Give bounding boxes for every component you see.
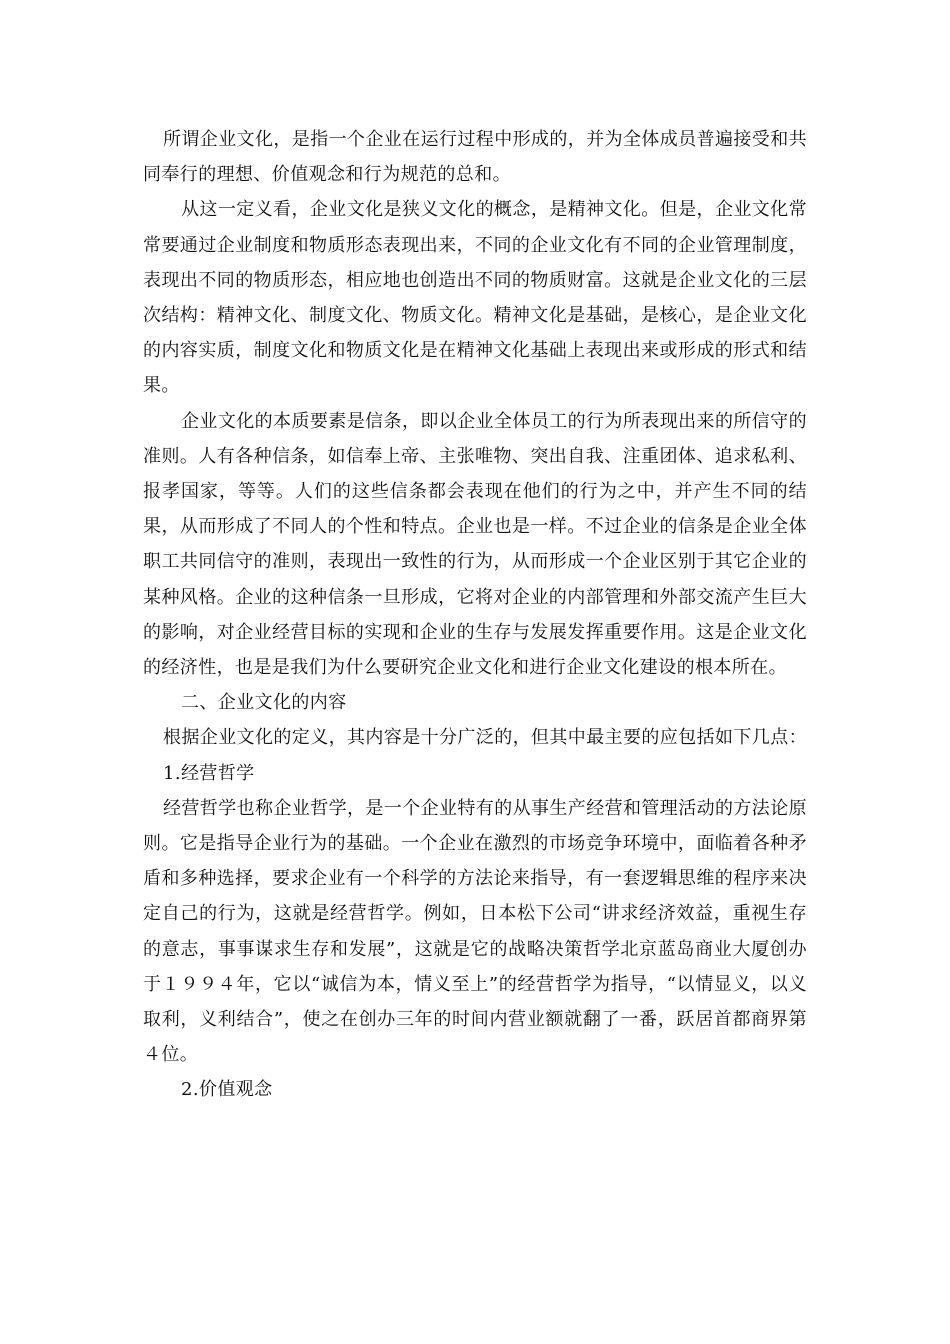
paragraph-beliefs: 企业文化的本质要素是信条，即以企业全体员工的行为所表现出来的所信守的准则。人有各种信条，如信奉上帝、主张唯物、突出自我、注重团体、追求私利、报孝国家，等等。人们的这些信条都会表现在他们的行为之中，并产生不同的结果，从而形成了不同人的个性和特点。企业也是一样。不过企业的信条是企业全体职工共同信守的准则，表现出一致性的行为，从而形成一个企业区别于其它企业的某种风格。企业的这种信条一旦形成，它将对企业的内部管理和外部交流产生巨大的影响，对企业经营目标的实现和企业的生存与发展发挥重要作用。这是企业文化的经济性，也是是我们为什么要研究企业文化和进行企业文化建设的根本所在。 [143, 410, 807, 679]
subheading-values: 2.价值观念 [181, 1079, 273, 1101]
document-page [143, 122, 807, 1108]
section-heading: 二、企业文化的内容 [181, 692, 347, 714]
subheading-business-philosophy: 1.经营哲学 [163, 762, 255, 784]
paragraph-content-intro: 根据企业文化的定义，其内容是十分广泛的，但其中最主要的应包括如下几点： [163, 727, 807, 749]
paragraph-business-philosophy: 经营哲学也称企业哲学，是一个企业特有的从事生产经营和管理活动的方法论原则。它是指导企业行为的基础。一个企业在激烈的市场竞争环境中，面临着各种矛盾和多种选择，要求企业有一个科学的方法论来指导，有一套逻辑思维的程序来决定自己的行为，这就是经营哲学。例如，日本松下公司“讲求经济效益，重视生存的意志，事事谋求生存和发展”，这就是它的战略决策哲学北京蓝岛商业大厦创办于１９９４年，它以“诚信为本，情义至上”的经营哲学为指导，“以情显义，以义取利，义利结合”，使之在创办三年的时间内营业额就翻了一番，跃居首都商界第４位。 [143, 797, 807, 1066]
paragraph-three-levels: 从这一定义看，企业文化是狭义文化的概念，是精神文化。但是，企业文化常常要通过企业制度和物质形态表现出来，不同的企业文化有不同的企业管理制度，表现出不同的物质形态，相应地也创造出不同的物质财富。这就是企业文化的三层次结构：精神文化、制度文化、物质文化。精神文化是基础，是核心，是企业文化的内容实质，制度文化和物质文化是在精神文化基础上表现出来或形成的形式和结果。 [143, 199, 807, 397]
paragraph-definition: 所谓企业文化，是指一个企业在运行过程中形成的，并为全体成员普遍接受和共同奉行的理想、价值观念和行为规范的总和。 [143, 129, 807, 186]
